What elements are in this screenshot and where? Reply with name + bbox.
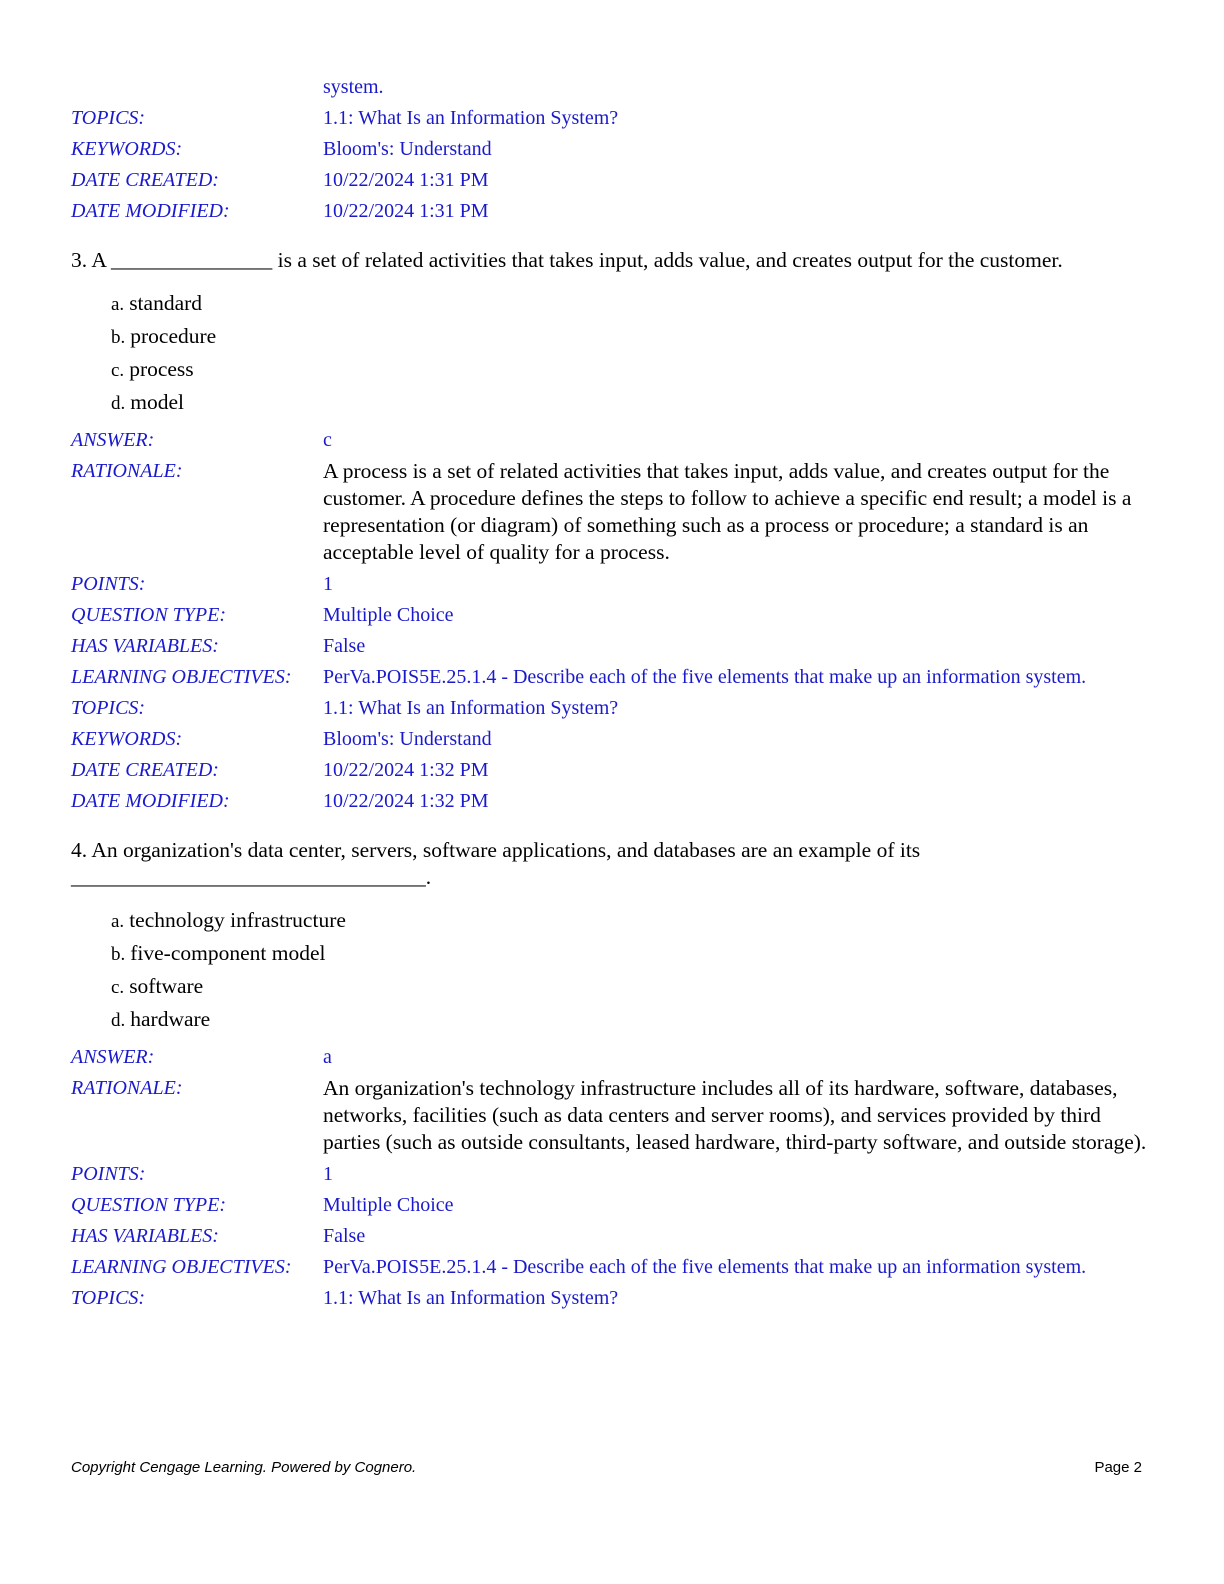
option-d: d. model — [111, 390, 184, 414]
question-3-text: 3. A _______________ is a set of related activities that takes input, adds value, and creates output for the customer. — [71, 248, 1063, 272]
question-4-options — [111, 907, 1151, 1039]
option-d: d. hardware — [111, 1007, 211, 1031]
meta-value: 10/22/2024 1:31 PM — [323, 200, 489, 222]
meta-row-date-created — [71, 167, 1151, 198]
option-b: b. procedure — [111, 324, 217, 348]
has-variables-row: HAS VARIABLES: False — [71, 1225, 366, 1247]
option-c: c. software — [111, 974, 204, 998]
option-c: c. process — [111, 357, 194, 381]
keywords-row: KEYWORDS: Bloom's: Understand — [71, 728, 492, 750]
meta-row-keywords — [71, 136, 1151, 167]
document-page — [71, 74, 1151, 1316]
answer-row: ANSWER: c — [71, 427, 1151, 458]
date-created-row: DATE CREATED: 10/22/2024 1:32 PM — [71, 759, 489, 781]
learning-objectives-row: LEARNING OBJECTIVES: PerVa.POIS5E.25.1.4 - Describe each of the five elements that make up an information system. — [71, 1256, 1087, 1278]
rationale-row: RATIONALE: A process is a set of related activities that takes input, adds value, and creates output for the customer. A procedure defines the steps to follow to achieve a specific end result; a model is a representation (or diagram) of something such as a process or procedure; a standard is an acceptable level of quality for a process. — [71, 458, 1151, 566]
meta-value: Bloom's: Understand — [323, 138, 492, 160]
meta-value: 10/22/2024 1:31 PM — [323, 169, 489, 191]
rationale-row: RATIONALE: An organization's technology infrastructure includes all of its hardware, software, databases, networks, facilities (such as data centers and server rooms), and services provided by third parties (such as outside consultants, leased hardware, third-party software, and outside storage). — [71, 1075, 1151, 1156]
answer-value: a — [323, 1046, 332, 1068]
topics-row: TOPICS: 1.1: What Is an Information System? — [71, 1287, 619, 1309]
question-type-row: QUESTION TYPE: Multiple Choice — [71, 604, 454, 626]
topics-row: TOPICS: 1.1: What Is an Information System? — [71, 697, 619, 719]
option-a: a. technology infrastructure — [111, 908, 346, 932]
meta-label: DATE MODIFIED: — [71, 200, 230, 222]
meta-label: DATE CREATED: — [71, 169, 219, 191]
rationale-text: An organization's technology infrastructure includes all of its hardware, software, databases, networks, facilities (such as data centers and server rooms), and services provided by third parties (such as outside consultants, leased hardware, third-party software, and outside storage). — [323, 1076, 1147, 1154]
learning-objectives-row: LEARNING OBJECTIVES: PerVa.POIS5E.25.1.4 - Describe each of the five elements that make up an information system. — [71, 666, 1087, 688]
copyright-text: Copyright Cengage Learning. Powered by Cognero. — [71, 1459, 417, 1476]
question-4-text: 4. An organization's data center, servers, software applications, and databases are an example of its _________________________________. — [71, 838, 921, 889]
meta-value: 1.1: What Is an Information System? — [323, 107, 619, 129]
meta-label: KEYWORDS: — [71, 138, 183, 160]
page-footer — [71, 1459, 1142, 1476]
option-a: a. standard — [111, 291, 203, 315]
lo-continuation: system. — [323, 76, 384, 98]
rationale-text: A process is a set of related activities that takes input, adds value, and creates output for the customer. A procedure defines the steps to follow to achieve a specific end result; a model is a representation (or diagram) of something such as a process or procedure; a standard is an acceptable level of quality for a process. — [323, 459, 1132, 564]
question-3-options — [111, 290, 1151, 422]
answer-value: c — [323, 429, 332, 451]
points-row: POINTS: 1 — [71, 573, 333, 595]
question-type-row: QUESTION TYPE: Multiple Choice — [71, 1194, 454, 1216]
meta-label: TOPICS: — [71, 107, 146, 129]
option-b: b. five-component model — [111, 941, 326, 965]
meta-row-topics — [71, 105, 1151, 136]
carryover-lo-row — [71, 74, 1151, 100]
answer-row: ANSWER: a — [71, 1044, 1151, 1075]
has-variables-row: HAS VARIABLES: False — [71, 635, 366, 657]
points-row: POINTS: 1 — [71, 1163, 333, 1185]
date-modified-row: DATE MODIFIED: 10/22/2024 1:32 PM — [71, 790, 489, 812]
page-number: Page 2 — [1094, 1459, 1142, 1476]
meta-row-date-modified — [71, 198, 1151, 229]
